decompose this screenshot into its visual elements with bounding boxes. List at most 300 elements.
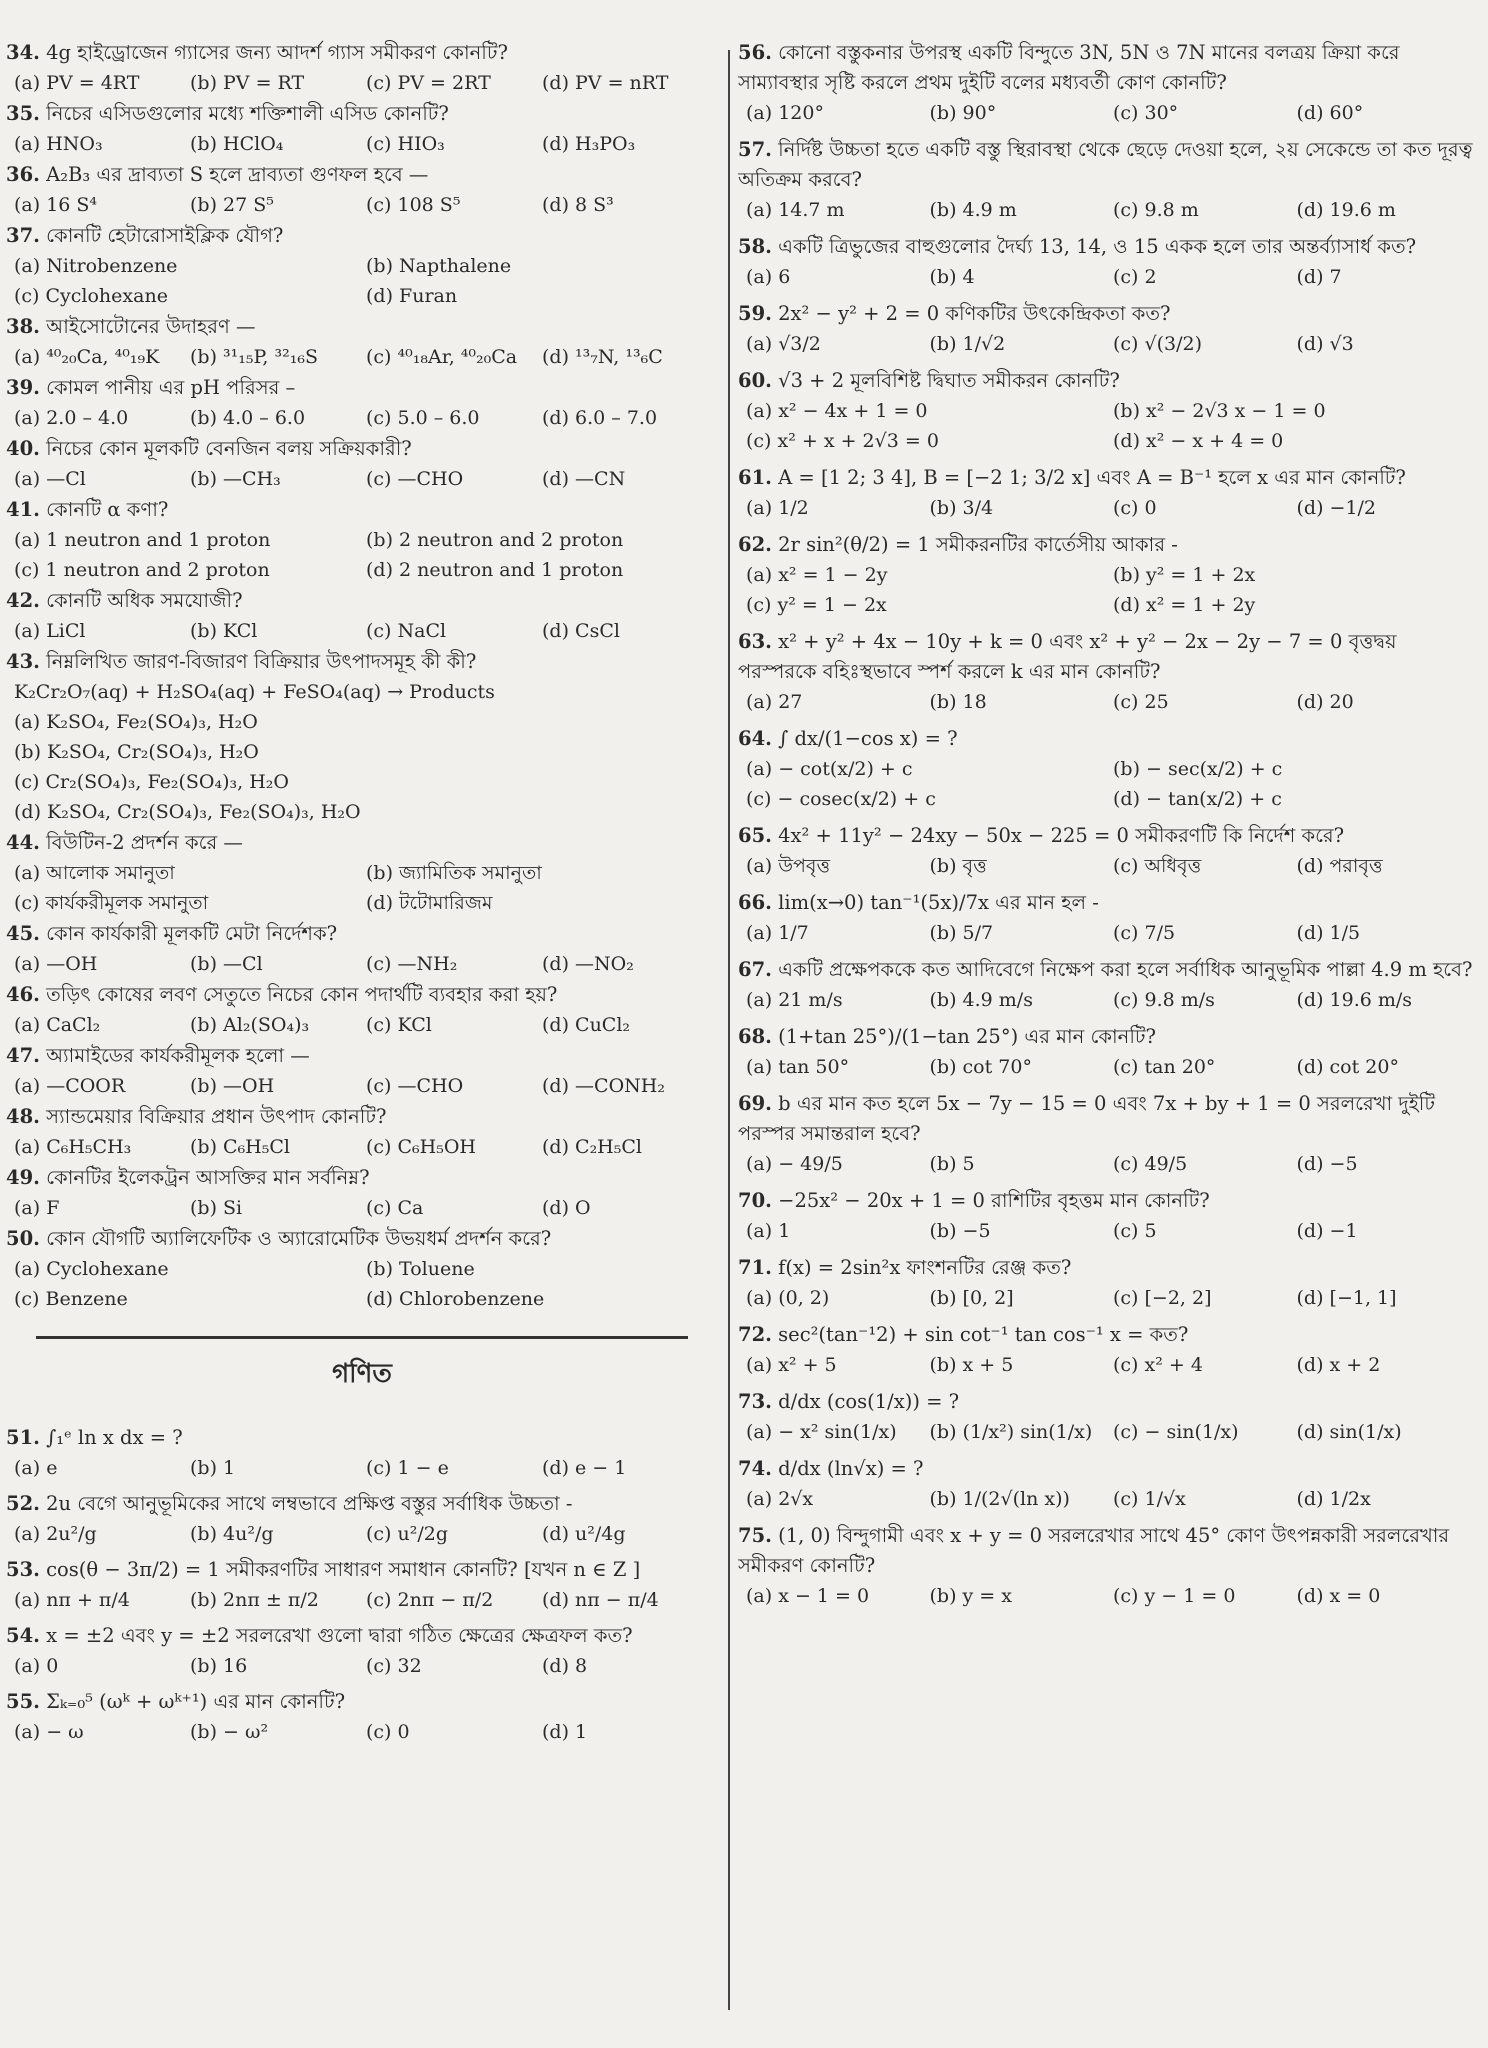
answer-option: (a) − cot(x/2) + c — [746, 758, 913, 780]
option-group — [738, 493, 1480, 523]
answer-option: (b) KCl — [190, 620, 258, 642]
answer-option: (b) x² − 2√3 x − 1 = 0 — [1113, 400, 1326, 422]
answer-option: (c) 25 — [1113, 691, 1169, 713]
question-number: 55. — [6, 1690, 40, 1713]
question-stem: f(x) = 2sin²x ফাংশনটির রেঞ্জ কত? — [778, 1256, 1072, 1279]
question-number: 36. — [6, 163, 40, 186]
question-number: 73. — [738, 1390, 772, 1413]
right-column — [738, 38, 1480, 1618]
question-stem: A = [1 2; 3 4], B = [−2 1; 3/2 x] এবং A = B⁻¹ হলে x এর মান কোনটি? — [778, 466, 1406, 489]
question-text — [6, 160, 718, 190]
answer-option: (c) 5 — [1113, 1220, 1157, 1242]
answer-option: (d) 7 — [1296, 266, 1342, 288]
answer-option: (c) 0 — [366, 1721, 410, 1743]
option-group — [6, 1453, 718, 1483]
question-stem: নিচের এসিডগুলোর মধ্যে শক্তিশালী এসিড কোনটি? — [46, 102, 449, 125]
question-text — [6, 434, 718, 464]
option-group — [6, 1193, 718, 1223]
option-group — [6, 190, 718, 220]
question-stem: √3 + 2 মূলবিশিষ্ট দ্বিঘাত সমীকরন কোনটি? — [778, 369, 1120, 392]
question-stem: আইসোটোনের উদাহরণ — — [46, 315, 256, 338]
question-stem: (1+tan 25°)/(1−tan 25°) এর মান কোনটি? — [778, 1025, 1156, 1048]
question-stem: তড়িৎ কোষের লবণ সেতুতে নিচের কোন পদার্থটি ব্যবহার করা হয়? — [46, 983, 558, 1006]
option-group — [6, 1132, 718, 1162]
option-group — [738, 1149, 1480, 1179]
question-item — [6, 312, 718, 372]
answer-option: (d) PV = nRT — [542, 72, 669, 94]
answer-option: (d) 19.6 m/s — [1296, 989, 1413, 1011]
question-stem: b এর মান কত হলে 5x − 7y − 15 = 0 এবং 7x + by + 1 = 0 সরলরেখা দুইটি পরস্পর সমান্তরাল হবে? — [738, 1092, 1435, 1145]
answer-option: (c) Cr₂(SO₄)₃, Fe₂(SO₄)₃, H₂O — [14, 771, 289, 793]
answer-option: (c) —NH₂ — [366, 953, 458, 975]
answer-option: (a) 1 neutron and 1 proton — [14, 529, 271, 551]
option-group — [738, 1216, 1480, 1246]
answer-option: (a) PV = 4RT — [14, 72, 140, 94]
option-group — [6, 1519, 718, 1549]
option-group — [738, 851, 1480, 881]
question-stem: কোন কার্যকারী মূলকটি মেটা নির্দেশক? — [46, 922, 338, 945]
column-divider — [728, 50, 730, 2010]
question-item — [6, 99, 718, 159]
question-number: 35. — [6, 102, 40, 125]
answer-option: (b) 4u²/g — [190, 1523, 274, 1545]
answer-option: (d) H₃PO₃ — [542, 133, 636, 155]
question-stem: lim(x→0) tan⁻¹(5x)/7x এর মান হল - — [778, 891, 1099, 914]
answer-option: (b) Si — [190, 1197, 243, 1219]
answer-option: (d) [−1, 1] — [1296, 1287, 1397, 1309]
question-item — [6, 980, 718, 1040]
question-text — [6, 1687, 718, 1717]
answer-option: (a) nπ + π/4 — [14, 1589, 130, 1611]
answer-option: (a) 16 S⁴ — [14, 194, 98, 216]
answer-option: (c) 1 − e — [366, 1457, 449, 1479]
answer-option: (a) 120° — [746, 102, 824, 124]
question-item — [738, 1253, 1480, 1313]
question-text — [6, 980, 718, 1010]
answer-option: (b) HClO₄ — [190, 133, 284, 155]
option-group — [6, 1254, 718, 1314]
question-text — [6, 312, 718, 342]
answer-option: (c) u²/2g — [366, 1523, 449, 1545]
question-item — [6, 38, 718, 98]
question-item — [738, 821, 1480, 881]
question-item — [738, 1186, 1480, 1246]
question-stem: 4x² + 11y² − 24xy − 50x − 225 = 0 সমীকরণটি কি নির্দেশ করে? — [778, 824, 1345, 847]
answer-option: (a) ⁴⁰₂₀Ca, ⁴⁰₁₉K — [14, 346, 160, 368]
question-number: 74. — [738, 1457, 772, 1480]
answer-option: (b) —OH — [190, 1075, 275, 1097]
answer-option: (c) 0 — [1113, 497, 1157, 519]
question-stem: 2x² − y² + 2 = 0 কণিকটির উৎকেন্দ্রিকতা কত? — [778, 302, 1171, 325]
option-group — [738, 1350, 1480, 1380]
question-text — [738, 1253, 1480, 1283]
answer-option: (b) x + 5 — [929, 1354, 1014, 1376]
question-item — [6, 495, 718, 585]
answer-option: (a) x² + 5 — [746, 1354, 837, 1376]
question-item — [738, 232, 1480, 292]
answer-option: (b) 4.0 – 6.0 — [190, 407, 306, 429]
answer-option: (a) − x² sin(1/x) — [746, 1421, 897, 1443]
answer-option: (a) 6 — [746, 266, 791, 288]
question-text — [738, 1186, 1480, 1216]
question-item — [6, 828, 718, 918]
answer-option: (a) 0 — [14, 1655, 59, 1677]
question-item — [6, 1041, 718, 1101]
answer-option: (d) CuCl₂ — [542, 1014, 631, 1036]
answer-option: (c) 5.0 – 6.0 — [366, 407, 480, 429]
question-text — [6, 373, 718, 403]
answer-option: (a) 2√x — [746, 1488, 814, 1510]
question-stem: কোনটি অধিক সমযোজী? — [46, 589, 243, 612]
answer-option: (b) − ω² — [190, 1721, 269, 1743]
option-group — [738, 560, 1480, 620]
question-text — [738, 1320, 1480, 1350]
question-item — [6, 434, 718, 494]
answer-option: (b) 1/√2 — [929, 333, 1006, 355]
option-group — [6, 403, 718, 433]
option-group — [738, 1581, 1480, 1611]
question-text — [6, 647, 718, 677]
answer-option: (a) —Cl — [14, 468, 86, 490]
answer-option: (c) − cosec(x/2) + c — [746, 788, 936, 810]
question-stem: A₂B₃ এর দ্রাব্যতা S হলে দ্রাব্যতা গুণফল হবে — — [46, 163, 429, 186]
question-text — [738, 955, 1480, 985]
question-stem: স্যান্ডমেয়ার বিক্রিয়ার প্রধান উৎপাদ কোনটি? — [46, 1105, 387, 1128]
option-group — [6, 616, 718, 646]
question-number: 40. — [6, 437, 40, 460]
question-item — [738, 299, 1480, 359]
answer-option: (a) F — [14, 1197, 60, 1219]
answer-option: (d) K₂SO₄, Cr₂(SO₄)₃, Fe₂(SO₄)₃, H₂O — [14, 801, 361, 823]
question-text — [738, 627, 1480, 687]
answer-option: (d) ¹³₇N, ¹³₆C — [542, 346, 663, 368]
answer-option: (a) CaCl₂ — [14, 1014, 101, 1036]
option-group — [6, 949, 718, 979]
answer-option: (d) —CN — [542, 468, 626, 490]
answer-option: (b) জ্যামিতিক সমানুতা — [366, 862, 542, 884]
option-group — [6, 129, 718, 159]
answer-option: (a) x² = 1 − 2y — [746, 564, 888, 586]
answer-option: (b) 4 — [929, 266, 975, 288]
answer-option: (a) x² − 4x + 1 = 0 — [746, 400, 928, 422]
answer-option: (b) —CH₃ — [190, 468, 281, 490]
answer-option: K₂Cr₂O₇(aq) + H₂SO₄(aq) + FeSO₄(aq) → Products — [14, 681, 495, 703]
answer-option: (d) 1 — [542, 1721, 588, 1743]
answer-option: (c) 30° — [1113, 102, 1179, 124]
question-number: 59. — [738, 302, 772, 325]
question-stem: বিউটিন-2 প্রদর্শন করে — — [46, 831, 243, 854]
answer-option: (c) 32 — [366, 1655, 422, 1677]
answer-option: (b) −5 — [929, 1220, 991, 1242]
option-group — [6, 342, 718, 372]
option-group — [6, 1071, 718, 1101]
answer-option: (d) −5 — [1296, 1153, 1358, 1175]
answer-option: (b) 4.9 m/s — [929, 989, 1033, 1011]
answer-option: (a) HNO₃ — [14, 133, 103, 155]
question-text — [6, 586, 718, 616]
option-group — [738, 329, 1480, 359]
question-item — [738, 530, 1480, 620]
question-number: 66. — [738, 891, 772, 914]
answer-option: (b) y = x — [929, 1585, 1012, 1607]
answer-option: (a) Nitrobenzene — [14, 255, 178, 277]
answer-option: (d) − tan(x/2) + c — [1113, 788, 1282, 810]
question-number: 63. — [738, 630, 772, 653]
question-item — [738, 1022, 1480, 1082]
question-text — [6, 221, 718, 251]
question-number: 57. — [738, 138, 772, 161]
math-question-list-right — [738, 38, 1480, 1611]
answer-option: (b) 5 — [929, 1153, 975, 1175]
answer-option: (c) 2nπ − π/2 — [366, 1589, 494, 1611]
answer-option: (c) —CHO — [366, 468, 464, 490]
question-item — [738, 1320, 1480, 1380]
question-number: 53. — [6, 1558, 40, 1581]
question-text — [6, 99, 718, 129]
option-group — [738, 195, 1480, 225]
answer-option: (d) O — [542, 1197, 591, 1219]
answer-option: (d) nπ − π/4 — [542, 1589, 659, 1611]
answer-option: (a) (0, 2) — [746, 1287, 830, 1309]
question-text — [738, 888, 1480, 918]
question-number: 45. — [6, 922, 40, 945]
question-text — [6, 828, 718, 858]
question-number: 61. — [738, 466, 772, 489]
question-number: 69. — [738, 1092, 772, 1115]
question-number: 47. — [6, 1044, 40, 1067]
answer-option: (d) —NO₂ — [542, 953, 634, 975]
question-number: 71. — [738, 1256, 772, 1279]
option-group — [738, 262, 1480, 292]
question-item — [6, 1489, 718, 1549]
answer-option: (d) √3 — [1296, 333, 1354, 355]
option-group — [6, 525, 718, 585]
answer-option: (d) 20 — [1296, 691, 1354, 713]
question-number: 50. — [6, 1227, 40, 1250]
question-stem: নিম্নলিখিত জারণ-বিজারণ বিক্রিয়ার উৎপাদসমূহ কী কী? — [46, 650, 477, 673]
question-item — [6, 160, 718, 220]
section-title-math: গণিত — [332, 1359, 392, 1389]
question-stem: ∫₁ᵉ ln x dx = ? — [46, 1426, 183, 1449]
answer-option: (d) 60° — [1296, 102, 1364, 124]
option-group — [738, 918, 1480, 948]
question-stem: নিচের কোন মূলকটি বেনজিন বলয় সক্রিয়কারী? — [46, 437, 412, 460]
question-text — [738, 724, 1480, 754]
question-stem: কোনো বস্তুকনার উপরস্থ একটি বিন্দুতে 3N, 5N ও 7N মানের বলত্রয় ক্রিয়া করে সাম্যাবস্থার সৃষ্টি করলে প্রথম দুইটি বলের মধ্যবর্তী কোণ কোনটি? — [738, 41, 1400, 94]
question-number: 72. — [738, 1323, 772, 1346]
question-text — [738, 38, 1480, 98]
answer-option: (b) 27 S⁵ — [190, 194, 274, 216]
question-number: 34. — [6, 41, 40, 64]
answer-option: (c) —CHO — [366, 1075, 464, 1097]
math-question-list-left — [6, 1423, 718, 1747]
answer-option: (c) অধিবৃত্ত — [1113, 855, 1202, 877]
question-item — [6, 1687, 718, 1747]
answer-option: (c) HIO₃ — [366, 133, 445, 155]
question-stem: কোনটি α কণা? — [46, 498, 169, 521]
answer-option: (d) u²/4g — [542, 1523, 626, 1545]
answer-option: (b) C₆H₅Cl — [190, 1136, 290, 1158]
question-text — [6, 919, 718, 949]
question-text — [738, 530, 1480, 560]
answer-option: (c) 49/5 — [1113, 1153, 1188, 1175]
question-item — [738, 888, 1480, 948]
answer-option: (d) —CONH₂ — [542, 1075, 665, 1097]
answer-option: (a) − 49/5 — [746, 1153, 843, 1175]
option-group — [6, 858, 718, 918]
answer-option: (d) x² − x + 4 = 0 — [1113, 430, 1284, 452]
question-stem: cos(θ − 3π/2) = 1 সমীকরণটির সাধারণ সমাধান কোনটি? [যখন n ∈ Z ] — [46, 1558, 641, 1581]
question-item — [6, 1423, 718, 1483]
option-group — [738, 1484, 1480, 1514]
answer-option: (a) 1/2 — [746, 497, 809, 519]
question-text — [738, 299, 1480, 329]
question-stem: (1, 0) বিন্দুগামী এবং x + y = 0 সরলরেখার সাথে 45° কোণ উৎপন্নকারী সরলরেখার সমীকরণ কোনটি? — [738, 1524, 1450, 1577]
answer-option: (d) 1/2x — [1296, 1488, 1371, 1510]
answer-option: (d) −1/2 — [1296, 497, 1377, 519]
question-stem: কোন যৌগটি অ্যালিফেটিক ও অ্যারোমেটিক উভয়ধর্ম প্রদর্শন করে? — [46, 1227, 552, 1250]
answer-option: (a) √3/2 — [746, 333, 821, 355]
question-item — [6, 1621, 718, 1681]
answer-option: (b) 18 — [929, 691, 987, 713]
answer-option: (a) উপবৃত্ত — [746, 855, 831, 877]
question-text — [6, 1163, 718, 1193]
answer-option: (b) − sec(x/2) + c — [1113, 758, 1283, 780]
question-number: 44. — [6, 831, 40, 854]
question-item — [738, 463, 1480, 523]
answer-option: (a) 2u²/g — [14, 1523, 97, 1545]
answer-option: (d) e − 1 — [542, 1457, 627, 1479]
option-group — [6, 1651, 718, 1681]
question-stem: x² + y² + 4x − 10y + k = 0 এবং x² + y² − 2x − 2y − 7 = 0 বৃত্তদ্বয় পরস্পরকে বহিঃস্থভাবে স্পর্শ করলে k এর মান কোনটি? — [738, 630, 1397, 683]
question-number: 43. — [6, 650, 40, 673]
question-text — [6, 495, 718, 525]
answer-option: (b) 16 — [190, 1655, 248, 1677]
answer-option: (c) ⁴⁰₁₈Ar, ⁴⁰₂₀Ca — [366, 346, 518, 368]
option-group — [6, 1585, 718, 1615]
question-number: 64. — [738, 727, 772, 750]
option-group — [6, 251, 718, 311]
question-item — [738, 38, 1480, 128]
answer-option: (b) ³¹₁₅P, ³²₁₆S — [190, 346, 318, 368]
question-stem: d/dx (ln√x) = ? — [778, 1457, 924, 1480]
answer-option: (d) x = 0 — [1296, 1585, 1381, 1607]
question-item — [738, 627, 1480, 717]
answer-option: (b) 90° — [929, 102, 997, 124]
answer-option: (a) 21 m/s — [746, 989, 843, 1011]
answer-option: (c) Ca — [366, 1197, 424, 1219]
left-column — [6, 38, 718, 1753]
option-group — [738, 985, 1480, 1015]
option-group — [738, 98, 1480, 128]
answer-option: (b) 5/7 — [929, 922, 994, 944]
option-group — [6, 677, 718, 827]
answer-option: (c) Cyclohexane — [14, 285, 168, 307]
question-number: 56. — [738, 41, 772, 64]
question-item — [6, 1102, 718, 1162]
question-text — [738, 135, 1480, 195]
question-stem: কোনটি হেটারোসাইক্লিক যৌগ? — [46, 224, 284, 247]
question-number: 65. — [738, 824, 772, 847]
question-item — [6, 647, 718, 827]
question-number: 58. — [738, 235, 772, 258]
answer-option: (a) − ω — [14, 1721, 84, 1743]
question-stem: sec²(tan⁻¹2) + sin cot⁻¹ tan cos⁻¹ x = কত? — [778, 1323, 1189, 1346]
option-group — [738, 396, 1480, 456]
option-group — [738, 1052, 1480, 1082]
question-text — [738, 232, 1480, 262]
answer-option: (b) [0, 2] — [929, 1287, 1014, 1309]
answer-option: (d) 19.6 m — [1296, 199, 1396, 221]
question-item — [738, 1089, 1480, 1179]
answer-option: (c) 9.8 m — [1113, 199, 1199, 221]
answer-option: (c) C₆H₅OH — [366, 1136, 476, 1158]
answer-option: (c) − sin(1/x) — [1113, 1421, 1239, 1443]
answer-option: (d) x + 2 — [1296, 1354, 1381, 1376]
question-item — [738, 955, 1480, 1015]
answer-option: (d) Chlorobenzene — [366, 1288, 545, 1310]
question-text — [738, 1089, 1480, 1149]
question-number: 48. — [6, 1105, 40, 1128]
answer-option: (b) 2 neutron and 2 proton — [366, 529, 624, 551]
answer-option: (b) 4.9 m — [929, 199, 1017, 221]
question-text — [6, 1621, 718, 1651]
answer-option: (b) Toluene — [366, 1258, 475, 1280]
question-text — [6, 1489, 718, 1519]
answer-option: (b) Al₂(SO₄)₃ — [190, 1014, 310, 1036]
question-stem: কোমল পানীয় এর pH পরিসর – — [46, 376, 296, 399]
answer-option: (a) 14.7 m — [746, 199, 845, 221]
question-stem: অ্যামাইডের কার্যকরীমূলক হলো — — [46, 1044, 310, 1067]
answer-option: (b) 1 — [190, 1457, 236, 1479]
answer-option: (c) y² = 1 − 2x — [746, 594, 887, 616]
answer-option: (d) 8 S³ — [542, 194, 614, 216]
answer-option: (c) 9.8 m/s — [1113, 989, 1215, 1011]
answer-option: (c) 108 S⁵ — [366, 194, 461, 216]
question-item — [6, 1555, 718, 1615]
question-number: 75. — [738, 1524, 772, 1547]
question-stem: d/dx (cos(1/x)) = ? — [778, 1390, 960, 1413]
question-stem: 2u বেগে আনুভূমিকের সাথে লম্বভাবে প্রক্ষিপ্ত বস্তুর সর্বাধিক উচ্চতা - — [46, 1492, 573, 1515]
option-group — [738, 1283, 1480, 1313]
question-item — [6, 373, 718, 433]
answer-option: (b) cot 70° — [929, 1056, 1032, 1078]
question-text — [738, 1387, 1480, 1417]
answer-option: (a) 27 — [746, 691, 803, 713]
answer-option: (b) K₂SO₄, Cr₂(SO₄)₃, H₂O — [14, 741, 259, 763]
answer-option: (c) Benzene — [14, 1288, 128, 1310]
answer-option: (c) tan 20° — [1113, 1056, 1216, 1078]
question-item — [738, 724, 1480, 814]
question-stem: x = ±2 এবং y = ±2 সরলরেখা গুলো দ্বারা গঠিত ক্ষেত্রের ক্ষেত্রফল কত? — [46, 1624, 633, 1647]
answer-option: (b) PV = RT — [190, 72, 305, 94]
question-number: 38. — [6, 315, 40, 338]
chemistry-question-list — [6, 38, 718, 1314]
answer-option: (b) বৃত্ত — [929, 855, 987, 877]
answer-option: (d) cot 20° — [1296, 1056, 1399, 1078]
answer-option: (c) 1 neutron and 2 proton — [14, 559, 270, 581]
question-number: 46. — [6, 983, 40, 1006]
question-stem: 2r sin²(θ/2) = 1 সমীকরনটির কার্তেসীয় আকার - — [778, 533, 1178, 556]
answer-option: (b) (1/x²) sin(1/x) — [929, 1421, 1093, 1443]
question-item — [6, 1163, 718, 1223]
answer-option: (c) [−2, 2] — [1113, 1287, 1212, 1309]
question-number: 60. — [738, 369, 772, 392]
question-text — [738, 1521, 1480, 1581]
answer-option: (c) 1/√x — [1113, 1488, 1186, 1510]
answer-option: (c) 2 — [1113, 266, 1157, 288]
question-stem: Σₖ₌₀⁵ (ωᵏ + ωᵏ⁺¹) এর মান কোনটি? — [46, 1690, 346, 1713]
